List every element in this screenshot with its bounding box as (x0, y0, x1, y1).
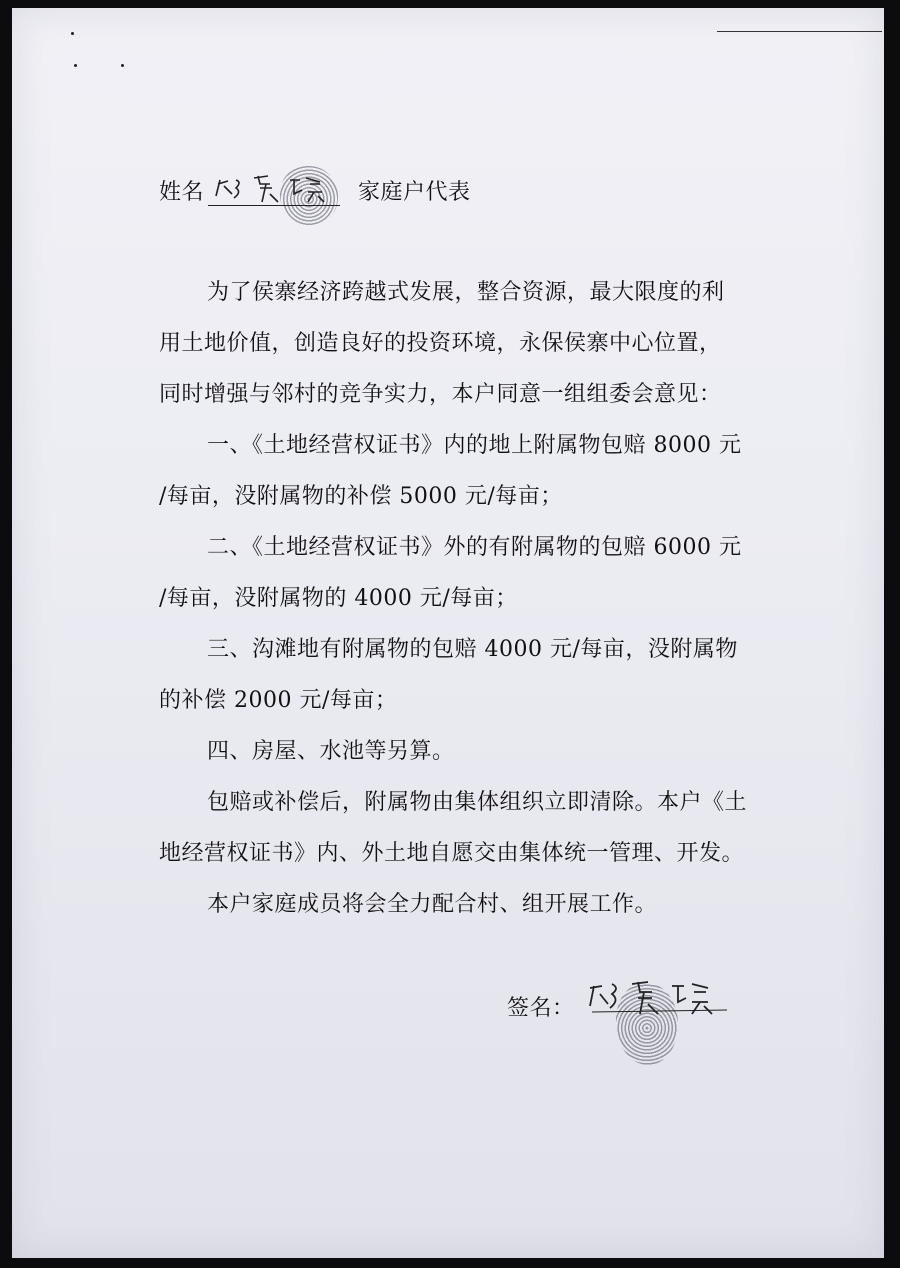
signature-label: 签名： (507, 996, 575, 1021)
body-line: 同时增强与邻村的竞争实力，本户同意一组组委会意见： (159, 382, 722, 407)
body-line: /每亩，没附属物的补偿 5000 元/每亩； (159, 484, 563, 509)
handwritten-signature (582, 976, 732, 1022)
scan-speck (71, 32, 74, 35)
body-line: 的补偿 2000 元/每亩； (159, 688, 398, 713)
body-line: 为了侯寨经济跨越式发展，整合资源，最大限度的利 (207, 280, 725, 305)
name-label: 姓名 (159, 180, 205, 205)
top-rule-line (717, 31, 882, 32)
signature-underline (208, 205, 340, 206)
header-line (159, 175, 471, 208)
body-line: 三、沟滩地有附属物的包赔 4000 元/每亩，没附属物 (207, 637, 738, 662)
body-line: 四、房屋、水池等另算。 (207, 739, 455, 764)
name-signature-field (208, 178, 340, 208)
body-line: 本户家庭成员将会全力配合村、组开展工作。 (207, 892, 658, 917)
body-line: 二、《土地经营权证书》外的有附属物的包赔 6000 元 (207, 535, 742, 560)
body-line: 用土地价值，创造良好的投资环境，永保侯寨中心位置， (159, 331, 722, 356)
scan-speck (74, 64, 77, 67)
body-line: 一、《土地经营权证书》内的地上附属物包赔 8000 元 (207, 433, 742, 458)
role-label: 家庭户代表 (358, 180, 471, 205)
handwritten-signature (210, 170, 340, 210)
document-page (12, 8, 884, 1258)
body-line: 地经营权证书》内、外土地自愿交由集体统一管理、开发。 (159, 841, 745, 866)
body-line: 包赔或补偿后，附属物由集体组织立即清除。本户《土 (207, 790, 748, 815)
scan-speck (121, 64, 124, 67)
body-line: /每亩，没附属物的 4000 元/每亩； (159, 586, 518, 611)
